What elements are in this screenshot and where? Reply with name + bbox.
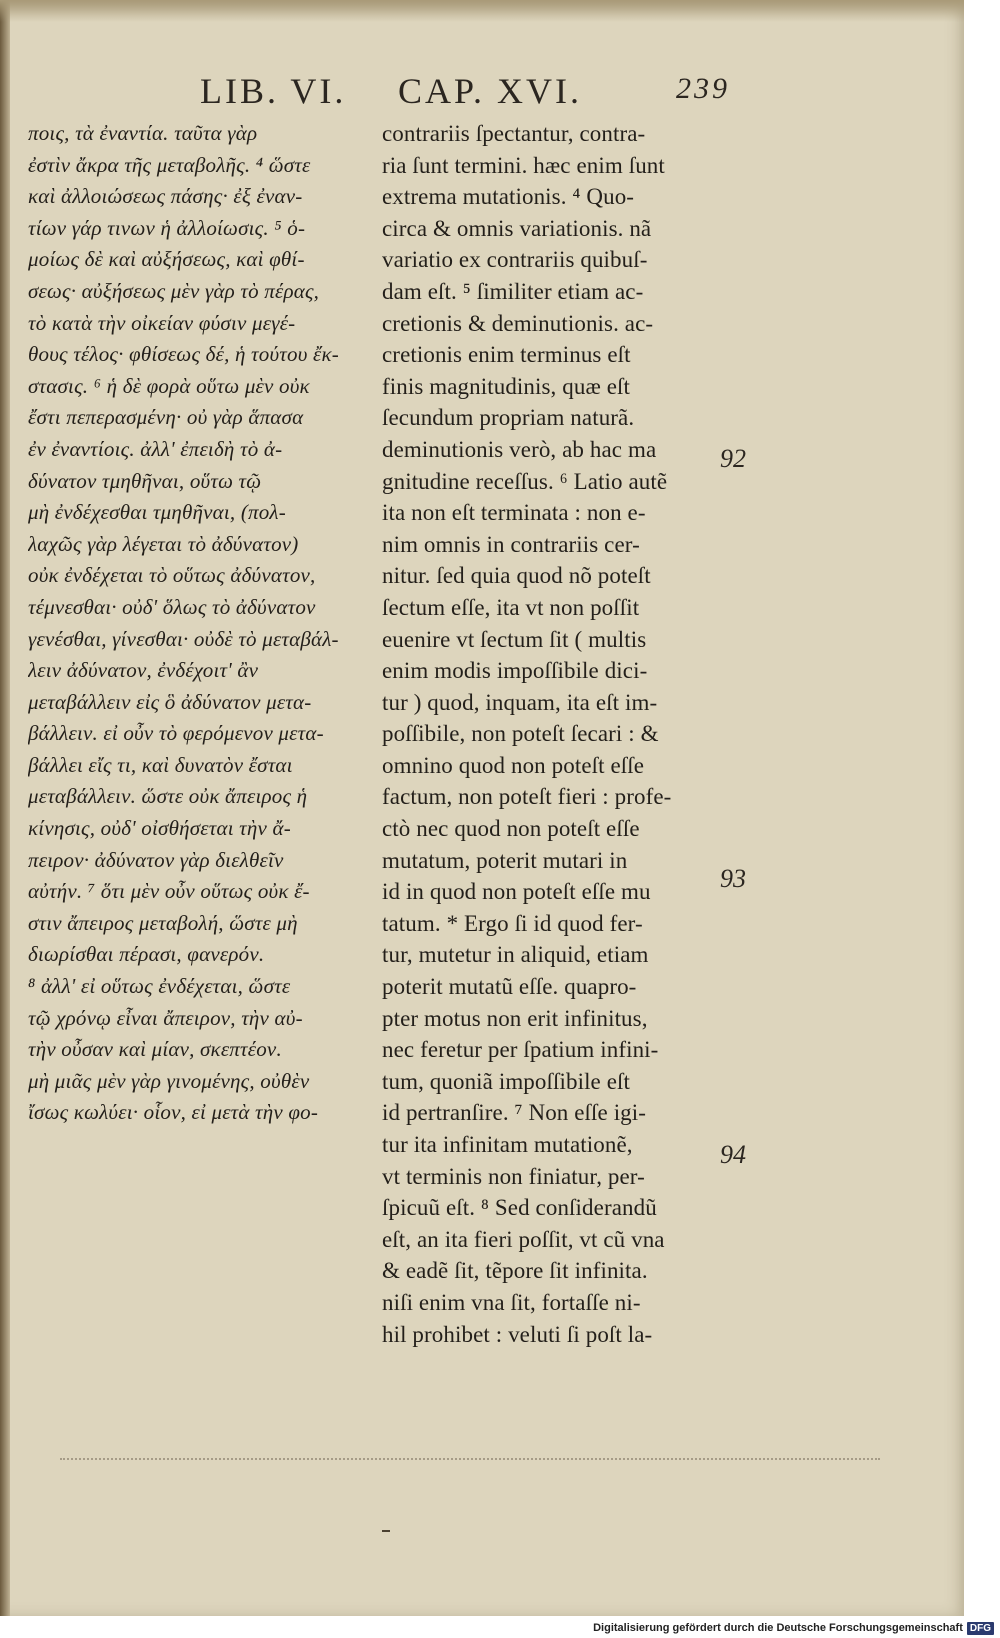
- text-line: οὐκ ἐνδέχεται τὸ οὕτως ἀδύνατον,: [28, 563, 316, 588]
- text-line: enim modis impoſſibile dici-: [382, 658, 648, 684]
- text-line: ctò nec quod non poteſt eſſe: [382, 816, 640, 842]
- text-line: ita non eſt terminata : non e-: [382, 500, 646, 526]
- text-line: dam eſt. ⁵ ſimiliter etiam ac-: [382, 278, 644, 304]
- text-line: eſt, an ita fieri poſſit, vt cũ vna: [382, 1226, 665, 1252]
- text-line: θους τέλος· φθίσεως δέ, ἡ τούτου ἔκ-: [28, 342, 339, 367]
- page-number: 239: [676, 72, 730, 105]
- text-line: ſecundum propriam naturã.: [382, 405, 635, 431]
- text-line: vt terminis non finiatur, per-: [382, 1163, 645, 1189]
- page-gutter-edge: [0, 0, 10, 1616]
- text-line: λαχῶς γὰρ λέγεται τὸ ἀδύνατον): [28, 531, 299, 556]
- dfg-logo-icon: DFG: [967, 1622, 994, 1635]
- digitization-footer: [593, 1620, 994, 1636]
- text-line: euenire vt ſectum ſit ( multis: [382, 626, 647, 652]
- text-line: δύνατον τμηθῆναι, οὕτω τῷ: [28, 468, 262, 493]
- text-line: hil prohibet : veluti ſi poſt la-: [382, 1321, 653, 1347]
- text-line: id in quod non poteſt eſſe mu: [382, 879, 651, 905]
- text-line: tur ) quod, inquam, ita eſt im-: [382, 689, 658, 715]
- text-line: finis magnitudinis, quæ eſt: [382, 373, 631, 399]
- running-head: [0, 70, 964, 120]
- text-line: pter motus non erit infinitus,: [382, 1005, 648, 1031]
- catchword-mark: [382, 1530, 390, 1532]
- margin-number: 94: [720, 1140, 746, 1169]
- footer-credit: Digitalisierung gefördert durch die Deutsche Forschungsgemeinschaft: [593, 1622, 963, 1634]
- greek-text-column: [28, 118, 358, 1129]
- text-line: ἐστὶν ἄκρα τῆς μεταβολῆς. ⁴ ὥστε: [28, 152, 311, 177]
- text-line: ἔστι πεπερασμένη· οὐ γὰρ ἅπασα: [28, 405, 304, 430]
- text-line: tur, mutetur in aliquid, etiam: [382, 942, 649, 968]
- page-stain-rule: [60, 1458, 880, 1460]
- margin-number: 92: [720, 444, 746, 473]
- text-line: βάλλειν. εἰ οὖν τὸ φερόμενον μετα-: [28, 721, 324, 746]
- text-line: τὴν οὖσαν καὶ μίαν, σκεπτέον.: [28, 1037, 282, 1062]
- text-line: cretionis & deminutionis. ac-: [382, 310, 654, 336]
- text-line: μοίως δὲ καὶ αὐξήσεως, καὶ φθί-: [28, 247, 305, 272]
- text-line: τὸ κατὰ τὴν οἰκείαν φύσιν μεγέ-: [28, 310, 296, 335]
- text-line: cretionis enim terminus eſt: [382, 342, 631, 368]
- text-line: τῷ χρόνῳ εἶναι ἄπειρον, τὴν αὐ-: [28, 1005, 303, 1030]
- text-line: tum, quoniã impoſſibile eſt: [382, 1068, 631, 1094]
- text-line: μὴ μιᾶς μὲν γὰρ γινομένης, οὐθὲν: [28, 1068, 310, 1093]
- text-line: omnino quod non poteſt eſſe: [382, 752, 645, 778]
- text-line: mutatum, poterit mutari in: [382, 847, 628, 873]
- text-line: nim omnis in contrariis cer-: [382, 531, 640, 557]
- running-head-book: LIB. VI.: [200, 71, 347, 111]
- text-line: & eadẽ ſit, tẽpore ſit infinita.: [382, 1258, 648, 1284]
- text-line: nec feretur per ſpatium infini-: [382, 1037, 659, 1063]
- text-line: βάλλει εἴς τι, καὶ δυνατὸν ἔσται: [28, 752, 293, 777]
- latin-text-column: [382, 118, 718, 1350]
- text-line: ἐν ἐναντίοις. ἀλλ' ἐπειδὴ τὸ ἀ-: [28, 436, 283, 461]
- text-line: στασις. ⁶ ἡ δὲ φορὰ οὕτω μὲν οὐκ: [28, 373, 310, 398]
- text-line: nitur. ſed quia quod nõ poteſt: [382, 563, 651, 589]
- text-line: poſſibile, non poteſt ſecari : &: [382, 721, 659, 747]
- text-line: τίων γάρ τινων ἡ ἀλλοίωσις. ⁵ ὁ-: [28, 215, 306, 240]
- text-line: σεως· αὐξήσεως μὲν γὰρ τὸ πέρας,: [28, 278, 320, 303]
- text-line: contrariis ſpectantur, contra-: [382, 121, 646, 146]
- text-line: αὐτήν. ⁷ ὅτι μὲν οὖν οὕτως οὐκ ἔ-: [28, 879, 310, 904]
- text-line: extrema mutationis. ⁴ Quo-: [382, 184, 635, 210]
- text-line: ⁸ ἀλλ' εἰ οὕτως ἐνδέχεται, ὥστε: [28, 974, 291, 999]
- text-line: τέμνεσθαι· οὐδ' ὅλως τὸ ἀδύνατον: [28, 594, 316, 619]
- text-line: ποις, τὰ ἐναντία. ταῦτα γὰρ: [28, 121, 258, 145]
- text-line: factum, non poteſt fieri : profe-: [382, 784, 672, 810]
- text-line: μὴ ἐνδέχεσθαι τμηθῆναι, (πολ-: [28, 500, 286, 525]
- text-line: γενέσθαι, γίνεσθαι· οὐδὲ τὸ μεταβάλ-: [28, 626, 339, 651]
- running-head-chapter: CAP. XVI.: [398, 71, 583, 111]
- text-line: ἴσως κωλύει· οἷον, εἰ μετὰ τὴν φο-: [28, 1100, 319, 1125]
- text-line: ſectum eſſe, ita vt non poſſit: [382, 594, 640, 620]
- text-line: ſpicuũ eſt. ⁸ Sed conſiderandũ: [382, 1195, 657, 1221]
- text-line: καὶ ἀλλοιώσεως πάσης· ἐξ ἐναν-: [28, 184, 303, 209]
- page-top-stain: [0, 0, 964, 22]
- text-line: niſi enim vna ſit, fortaſſe ni-: [382, 1289, 641, 1315]
- text-line: πειρον· ἀδύνατον γὰρ διελθεῖν: [28, 847, 284, 872]
- text-line: κίνησις, οὐδ' οἰσθήσεται τὴν ἄ-: [28, 816, 291, 841]
- text-line: ria ſunt termini. hæc enim ſunt: [382, 152, 665, 178]
- text-line: μεταβάλλειν. ὥστε οὐκ ἄπειρος ἡ: [28, 784, 308, 809]
- text-line: id pertranſire. ⁷ Non eſſe igi-: [382, 1100, 647, 1126]
- text-line: λειν ἀδύνατον, ἐνδέχοιτ' ἂν: [28, 658, 259, 683]
- text-line: μεταβάλλειν εἰς ὃ ἀδύνατον μετα-: [28, 689, 312, 714]
- text-line: poterit mutatũ eſſe. quapro-: [382, 974, 637, 1000]
- margin-number: 93: [720, 864, 746, 893]
- text-line: deminutionis verò, ab hac ma: [382, 436, 657, 462]
- text-line: variatio ex contrariis quibuſ-: [382, 247, 648, 273]
- text-line: διωρίσθαι πέρασι, φανερόν.: [28, 942, 265, 967]
- text-line: στιν ἄπειρος μεταβολή, ὥστε μὴ: [28, 910, 298, 935]
- text-line: circa & omnis variationis. nã: [382, 215, 652, 241]
- text-line: tur ita infinitam mutationẽ,: [382, 1132, 633, 1157]
- text-line: tatum. * Ergo ſi id quod fer-: [382, 910, 643, 936]
- text-line: gnitudine receſſus. ⁶ Latio autẽ: [382, 468, 668, 494]
